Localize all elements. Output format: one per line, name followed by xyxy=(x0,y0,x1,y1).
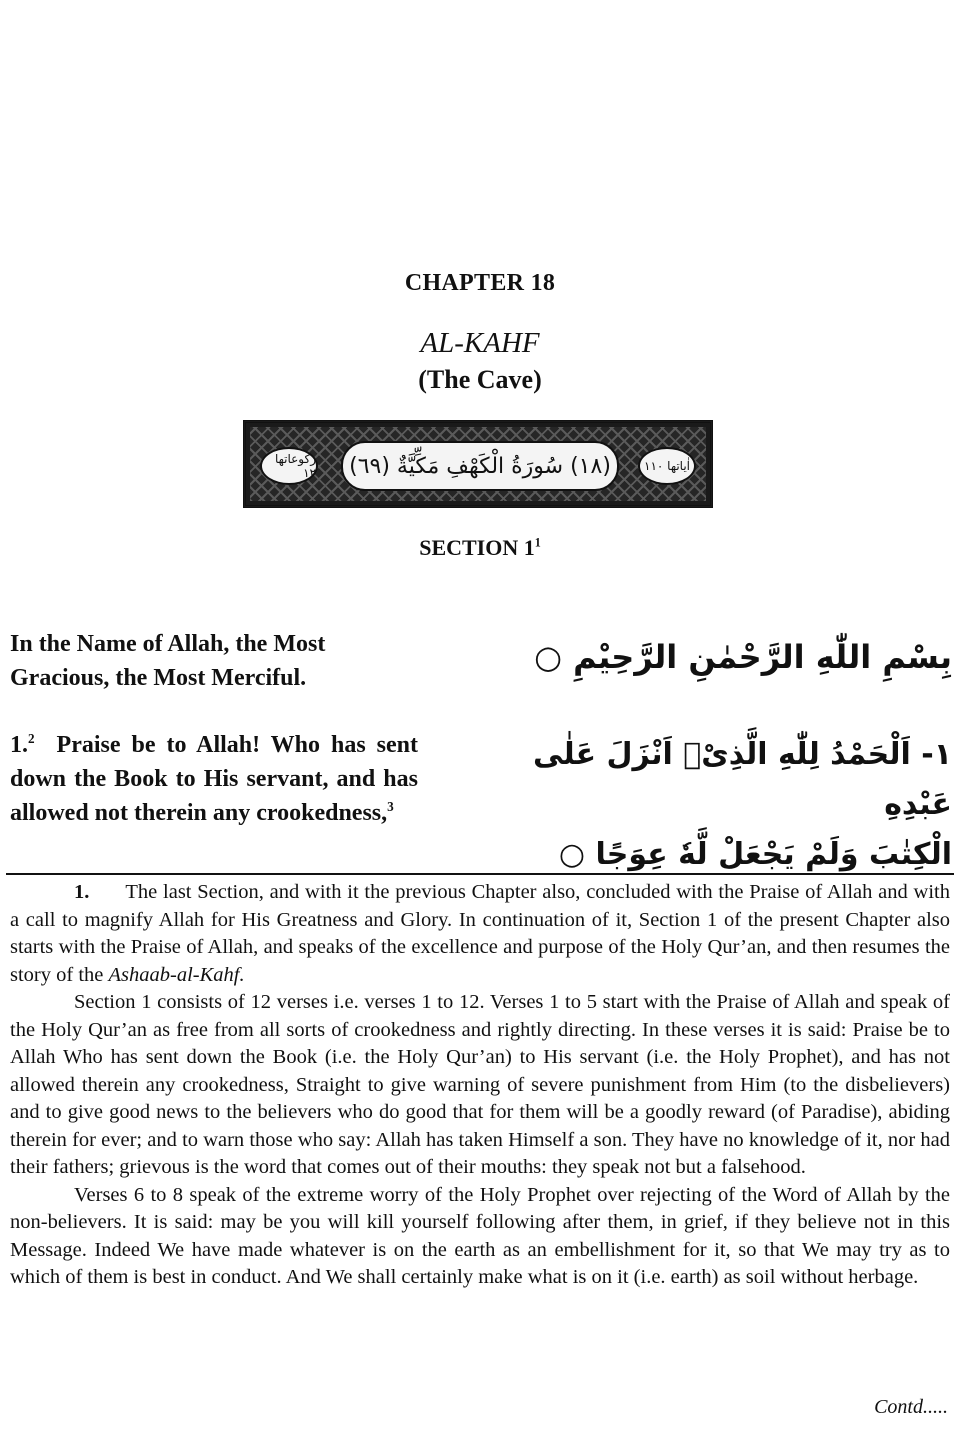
commentary-italic-term: Ashaab-al-Kahf. xyxy=(108,963,245,986)
basmala-arabic: بِسْمِ اللّٰهِ الرَّحْمٰنِ الرَّحِيْمِ ○ xyxy=(534,638,952,676)
verse-1-english xyxy=(10,728,418,830)
verse-text-footnote-marker: 3 xyxy=(387,799,394,814)
verse-1-text: Praise be to Allah! Who has sent down the Book to His servant, and has allowed not therein any crookedness, xyxy=(10,732,418,826)
verse-footnote-marker: 2 xyxy=(28,731,35,746)
commentary-note-number: 1. xyxy=(74,881,90,903)
commentary xyxy=(10,879,950,1292)
surah-meaning: (The Cave) xyxy=(418,365,542,394)
verse-1-arabic-line-2: الْكِتٰبَ وَلَمْ يَجْعَلْ لَّهٗ عِوَجًا ○ xyxy=(558,837,952,872)
surah-name: AL-KAHF xyxy=(420,327,540,359)
section-heading xyxy=(0,535,960,561)
chapter-heading: CHAPTER 18 xyxy=(404,270,556,296)
commentary-paragraph-1 xyxy=(10,879,950,989)
commentary-paragraph-2: Section 1 consists of 12 verses i.e. verses 1 to 12. Verses 1 to 5 start with the Praise of Allah and speak of the Holy Qur’an as free from all sorts of crookedness and rightly directing. In these verses it is said: Praise be to Allah Who has sent down the Book (i.e. the Holy Qur’an) to His servant (i.e. the Holy Prophet), and has not allowed therein any crookedness, Straight to give warning of severe punishment from Him (to the disbelievers) and to give good news to the believers who do good that for them will be a goodly reward (of Paradise), abiding therein for ever; and to warn those who say: Allah has taken Himself a son. They have no knowledge of it, nor had their fathers; grievous is the word that comes out of their mouths: they speak not but a falsehood. xyxy=(10,991,950,1178)
continued-marker: Contd..... xyxy=(874,1396,948,1418)
verse-1-arabic xyxy=(532,730,952,880)
banner-ayat-badge: اٰياتها ١١٠ xyxy=(638,447,696,485)
commentary-paragraph-1-text: The last Section, and with it the previous Chapter also, concluded with the Praise of Allah and with a call to magnify Allah for His Greatness and Glory. In continuation of it, Section 1 of the present Chapter also starts with the Praise of Allah, and speaks of the excellence and purpose of the Holy Qur’an, and then resumes the story of the xyxy=(10,881,950,986)
commentary-paragraph-3: Verses 6 to 8 speak of the extreme worry of the Holy Prophet over rejecting of the Word of Allah by the non-believers. It is said: may be you will kill yourself following after them, in grief, if they believe not in this Message. Indeed We have made whatever is on the earth as an embellishment for it, so that We may try as to which of them is best in conduct. And We shall certainly make what is on it (i.e. earth) as soil without herbage. xyxy=(10,1183,950,1288)
verse-number: 1. xyxy=(10,732,28,758)
footnote-divider xyxy=(6,873,954,875)
surah-ornamental-banner xyxy=(243,420,713,508)
banner-rukus-badge: رکوعاتها ١٢ xyxy=(260,447,318,485)
section-footnote-marker: 1 xyxy=(534,535,541,550)
section-heading-text: SECTION 1 xyxy=(419,535,535,560)
banner-surah-title: (١٨) سُورَةُ الْكَهْفِ مَكِّيَّةٌ (٦٩) xyxy=(341,441,619,491)
basmala-english: In the Name of Allah, the Most Gracious, the Most Merciful. xyxy=(10,631,326,691)
verse-1-arabic-line-1: ١- اَلْحَمْدُ لِلّٰهِ الَّذِیْۤ اَنْزَلَ عَلٰی عَبْدِهِ xyxy=(532,737,952,822)
